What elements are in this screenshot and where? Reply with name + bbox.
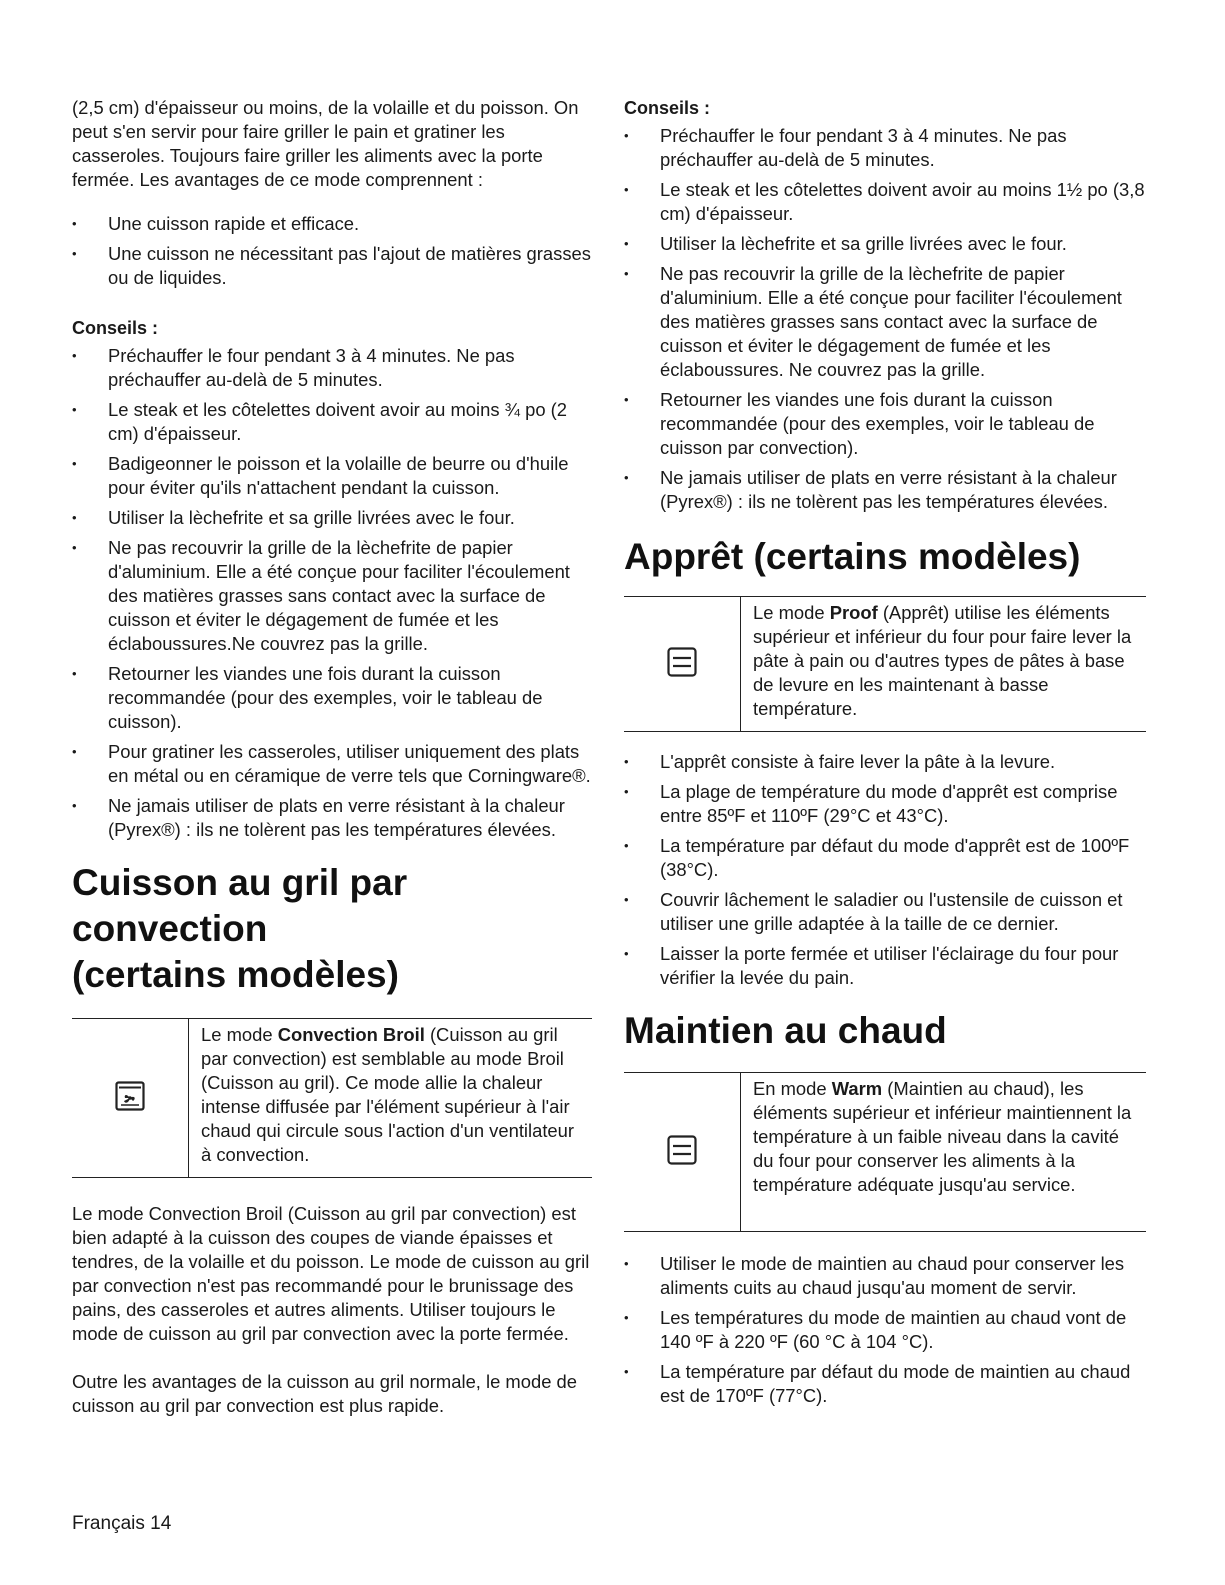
list-item: • Badigeonner le poisson et la volaille de beurre ou d'huile pour éviter qu'ils n'attachent pendant la cuisson. (72, 452, 592, 500)
description-text: Le mode (201, 1024, 278, 1045)
list-item: • Retourner les viandes une fois durant la cuisson recommandée (pour des exemples, voir le tableau de cuisson par convection). (624, 388, 1146, 460)
list-item: • Ne jamais utiliser de plats en verre résistant à la chaleur (Pyrex®) : ils ne tolèrent pas les températures élevées. (72, 794, 592, 842)
mode-name: Proof (829, 602, 878, 623)
list-item: • Utiliser la lèchefrite et sa grille livrées avec le four. (624, 232, 1146, 256)
warm-mode-box (624, 1072, 1146, 1232)
list-item: • La plage de température du mode d'apprêt est comprise entre 85ºF et 110ºF (29°C et 43°C). (624, 780, 1146, 828)
mode-description (189, 1019, 592, 1177)
page-footer: Français 14 (72, 1513, 172, 1534)
mode-description (741, 597, 1146, 731)
list-item: • Les températures du mode de maintien au chaud vont de 140 ºF à 220 ºF (60 °C à 104 °C). (624, 1306, 1146, 1354)
oven-elements-icon (667, 1135, 697, 1170)
convection-broil-paragraph: Le mode Convection Broil (Cuisson au gril par convection) est bien adapté à la cuisson des coupes de viande épaisses et tendres, de la volaille et du poisson. Le mode de cuisson au gril par convection n'est pas recommandé pour le brunissage des pains, des casseroles et autres aliments. Utiliser toujours le mode de cuisson au gril par convection avec la porte fermée. (72, 1203, 590, 1344)
conseils-heading: Conseils : (624, 98, 711, 118)
list-item: • Le steak et les côtelettes doivent avoir au moins ¾ po (2 cm) d'épaisseur. (72, 398, 592, 446)
icon-cell (624, 597, 741, 731)
convection-broil-paragraph: Outre les avantages de la cuisson au gril normale, le mode de cuisson au gril par convection est plus rapide. (72, 1371, 578, 1416)
conseils-heading: Conseils : (72, 318, 159, 338)
heading-line: Cuisson au gril par convection (72, 862, 408, 949)
list-item: • La température par défaut du mode d'apprêt est de 100ºF (38°C). (624, 834, 1146, 882)
convection-broil-icon (115, 1081, 145, 1116)
description-text: (Apprêt) utilise les éléments supérieur et inférieur du four pour faire lever la pâte à pain ou d'autres types de pâtes à base de levure en les maintenant à basse température. (753, 602, 1132, 719)
list-item: • Ne jamais utiliser de plats en verre résistant à la chaleur (Pyrex®) : ils ne tolèrent pas les températures élevées. (624, 466, 1146, 514)
icon-cell (72, 1019, 189, 1177)
broil-advantages-list (72, 212, 592, 290)
proof-mode-box (624, 596, 1146, 732)
list-item: • Pour gratiner les casseroles, utiliser uniquement des plats en métal ou en céramique de verre tels que Corningware®. (72, 740, 592, 788)
warm-heading: Maintien au chaud (624, 1010, 947, 1051)
list-item: • Couvrir lâchement le saladier ou l'ustensile de cuisson et utiliser une grille adaptée à la taille de ce dernier. (624, 888, 1146, 936)
list-item: • Utiliser le mode de maintien au chaud pour conserver les aliments cuits au chaud jusqu'au moment de servir. (624, 1252, 1146, 1300)
warm-bullets-list (624, 1252, 1146, 1408)
oven-elements-icon (667, 647, 697, 682)
list-item: • Utiliser la lèchefrite et sa grille livrées avec le four. (72, 506, 592, 530)
mode-name: Warm (831, 1078, 883, 1099)
convection-broil-mode-box (72, 1018, 592, 1178)
description-text: En mode (753, 1078, 832, 1099)
list-item: • Laisser la porte fermée et utiliser l'éclairage du four pour vérifier la levée du pain. (624, 942, 1146, 990)
list-item: • La température par défaut du mode de maintien au chaud est de 170ºF (77°C). (624, 1360, 1146, 1408)
proof-bullets-list (624, 750, 1146, 990)
list-item: • Une cuisson ne nécessitant pas l'ajout de matières grasses ou de liquides. (72, 242, 592, 290)
description-text: (Maintien au chaud), les éléments supérieur et inférieur maintiennent la température à un faible niveau dans la cavité du four pour conserver les aliments à la température adéquate jusqu'au service. (753, 1078, 1132, 1195)
convection-broil-tips-list (624, 124, 1146, 514)
broil-tips-list (72, 344, 592, 842)
broil-intro-text: (2,5 cm) d'épaisseur ou moins, de la volaille et du poisson. On peut s'en servir pour faire griller le pain et gratiner les casseroles. Toujours faire griller les aliments avec la porte fermée. Les avantages de ce mode comprennent : (72, 97, 579, 190)
icon-cell (624, 1073, 741, 1231)
list-item: • Ne pas recouvrir la grille de la lèchefrite de papier d'aluminium. Elle a été conçue pour faciliter l'écoulement des matières grasses sans contact avec la surface de cuisson et éviter le dégagement de fumée et les éclaboussures.Ne couvrez pas la grille. (72, 536, 592, 656)
right-column (624, 96, 1146, 1414)
description-text: (Cuisson au gril par convection) est semblable au mode Broil (Cuisson au gril). Ce mode allie la chaleur intense diffusée par l'élément supérieur à l'air chaud qui circule sous l'action d'un ventilateur à convection. (201, 1024, 575, 1165)
list-item: • Préchauffer le four pendant 3 à 4 minutes. Ne pas préchauffer au-delà de 5 minutes. (72, 344, 592, 392)
list-item: • Préchauffer le four pendant 3 à 4 minutes. Ne pas préchauffer au-delà de 5 minutes. (624, 124, 1146, 172)
proof-heading: Apprêt (certains modèles) (624, 536, 1081, 577)
heading-line: (certains modèles) (72, 954, 399, 995)
description-text: Le mode (753, 602, 830, 623)
list-item: • Ne pas recouvrir la grille de la lèchefrite de papier d'aluminium. Elle a été conçue pour faciliter l'écoulement des matières grasses sans contact avec la surface de cuisson et éviter le dégagement de fumée et les éclaboussures. Ne couvrez pas la grille. (624, 262, 1146, 382)
left-column (72, 96, 592, 1418)
list-item: • Retourner les viandes une fois durant la cuisson recommandée (pour des exemples, voir le tableau de cuisson). (72, 662, 592, 734)
mode-name: Convection Broil (277, 1024, 425, 1045)
list-item: • Une cuisson rapide et efficace. (72, 212, 592, 236)
list-item: • L'apprêt consiste à faire lever la pâte à la levure. (624, 750, 1146, 774)
mode-description (741, 1073, 1146, 1231)
convection-broil-heading (72, 860, 592, 998)
list-item: • Le steak et les côtelettes doivent avoir au moins 1½ po (3,8 cm) d'épaisseur. (624, 178, 1146, 226)
